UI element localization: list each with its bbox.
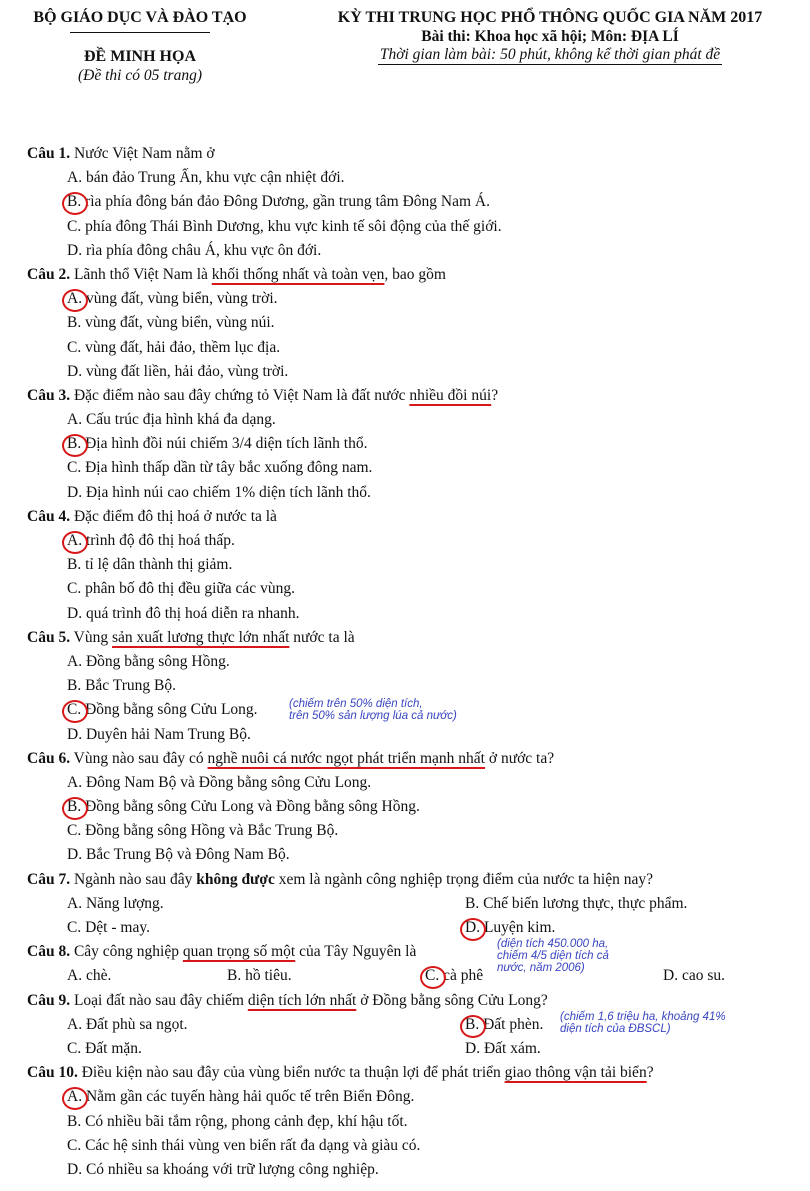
option <box>67 1137 420 1154</box>
option-letter: D. <box>67 846 83 864</box>
question-highlight: khối thống nhất và toàn vẹn <box>211 265 385 283</box>
question-text <box>27 626 797 650</box>
option-text: Địa hình núi cao chiếm 1% diện tích lãnh thổ. <box>82 483 371 501</box>
question-highlight: nhiều đồi núi <box>409 386 492 404</box>
option-letter: A. <box>67 1085 82 1109</box>
option-line <box>27 819 797 843</box>
option-text: Đồng bằng sông Hồng và Bắc Trung Bộ. <box>81 822 339 840</box>
question-text <box>27 868 797 892</box>
option <box>67 484 371 501</box>
option-letter: C. <box>67 580 82 598</box>
option-text: Đất xám. <box>480 1039 541 1057</box>
question-highlight: diện tích lớn nhất <box>247 991 357 1009</box>
option-letter: A. <box>67 287 82 311</box>
exam-subject: Bài thi: Khoa học xã hội; Môn: ĐỊA LÍ <box>421 28 679 45</box>
option-letter: A. <box>67 411 83 429</box>
option-text: rìa phía đông châu Á, khu vực ôn đới. <box>82 241 322 259</box>
option-text: cao su. <box>678 967 725 985</box>
option-text: Các hệ sinh thái vùng ven biển rất đa dạng và giàu có. <box>81 1136 421 1154</box>
option-text: Địa hình thấp dần từ tây bắc xuống đông nam. <box>81 459 373 477</box>
header-left <box>0 8 280 85</box>
option-text: Có nhiều bãi tắm rộng, phong cảnh đẹp, khí hậu tốt. <box>81 1112 408 1130</box>
question <box>27 626 797 747</box>
option-line <box>27 408 797 432</box>
option-letter: B. <box>465 894 480 912</box>
answer-option <box>67 701 258 718</box>
option-row <box>27 964 797 988</box>
option-letter: B. <box>67 314 82 332</box>
option-line <box>27 529 797 553</box>
question <box>27 505 797 626</box>
option-row <box>27 892 797 916</box>
options-block <box>27 771 797 868</box>
option-text: vùng đất, hải đảo, thềm lục địa. <box>81 338 281 356</box>
question <box>27 940 797 988</box>
option-row <box>27 1037 797 1061</box>
note-line: (chiếm trên 50% diện tích, <box>289 697 423 710</box>
option <box>67 556 232 573</box>
question-stem-end: xem là ngành công nghiệp trọng điểm của nước ta hiện nay? <box>274 870 653 888</box>
option <box>67 459 372 476</box>
option-letter: B. <box>67 795 81 819</box>
question-highlight: giao thông vận tải biển <box>504 1064 647 1082</box>
option-text: vùng đất, vùng biển, vùng núi. <box>81 314 275 332</box>
note-line: (diện tích 450.000 ha, <box>497 938 609 951</box>
question-label: Câu 2. <box>27 265 71 283</box>
question <box>27 142 797 263</box>
option <box>67 605 299 622</box>
page-count: (Đề thi có 05 trang) <box>78 67 202 84</box>
option-text: Đồng bằng sông Cửu Long và Đồng bằng sông Hồng. <box>81 798 420 816</box>
answer-option <box>67 1088 414 1105</box>
option-row <box>27 916 797 940</box>
option-letter: A. <box>67 773 83 791</box>
option-text: Đất phù sa ngọt. <box>82 1015 188 1033</box>
option-letter: B. <box>67 677 82 695</box>
question-label: Câu 10. <box>27 1064 78 1082</box>
options-block <box>27 892 797 940</box>
option-text: trình độ đô thị hoá thấp. <box>82 532 235 549</box>
option <box>67 218 502 235</box>
option-text: tỉ lệ dân thành thị giảm. <box>81 556 233 574</box>
option <box>67 363 288 380</box>
option-line <box>27 311 797 335</box>
option <box>67 242 321 259</box>
option-line <box>27 1110 797 1134</box>
question-stem: Lãnh thổ Việt Nam là <box>70 265 212 283</box>
note-line: trên 50% sản lượng lúa cả nước) <box>289 709 457 722</box>
option <box>67 339 280 356</box>
question-label: Câu 7. <box>27 870 71 888</box>
option-letter: B. <box>67 1112 82 1130</box>
option-text: cà phê <box>439 967 484 985</box>
option-letter: C. <box>425 964 439 988</box>
question-stem: Đặc điểm nào sau đây chứng tỏ Việt Nam là đất nước <box>70 386 410 404</box>
question-label: Câu 1. <box>27 145 71 162</box>
option-text: Bắc Trung Bộ. <box>81 677 176 695</box>
option <box>67 314 275 331</box>
option-letter: A. <box>67 652 83 670</box>
option <box>67 774 371 791</box>
option-line <box>27 843 797 867</box>
option-text: Địa hình đồi núi chiếm 3/4 diện tích lãnh thổ. <box>81 435 368 453</box>
option-line <box>27 190 797 214</box>
question-stem: Đặc điểm đô thị hoá ở nước ta là <box>70 507 277 525</box>
question-label: Câu 8. <box>27 943 71 961</box>
options-block <box>27 408 797 505</box>
question-highlight: sản xuất lương thực lớn nhất <box>112 628 290 646</box>
option-line <box>27 723 797 747</box>
option-line <box>27 795 797 819</box>
option-line <box>27 674 797 698</box>
option-text: vùng đất liền, hải đảo, vùng trời. <box>82 362 289 380</box>
option-letter: D. <box>67 725 83 743</box>
option-letter: A. <box>67 529 82 553</box>
option-line <box>27 456 797 480</box>
option-text: Dệt - may. <box>81 919 150 936</box>
option-letter: C. <box>67 1039 82 1057</box>
option-letter: D. <box>67 1160 83 1178</box>
option-text: chè. <box>82 967 112 985</box>
option-letter: C. <box>67 919 82 936</box>
option <box>67 846 290 863</box>
question-stem-end: nước ta là <box>289 628 355 646</box>
option-letter: A. <box>67 1015 83 1033</box>
options-block <box>27 166 797 263</box>
option <box>67 916 150 940</box>
answer-option <box>67 435 368 452</box>
question-text <box>27 747 797 771</box>
question <box>27 384 797 505</box>
option-text: Đồng bằng sông Cửu Long. <box>81 701 258 719</box>
option-text: Luyện kim. <box>480 919 556 936</box>
margin-note <box>560 1011 726 1035</box>
answer-option <box>465 1013 543 1037</box>
header-right <box>290 8 810 65</box>
option-text: Cấu trúc địa hình khá đa dạng. <box>82 411 276 429</box>
option-letter: A. <box>67 967 83 985</box>
note-line: diện tích của ĐBSCL) <box>560 1022 671 1035</box>
question-highlight: quan trọng số một <box>182 943 296 961</box>
option <box>67 580 295 597</box>
option <box>67 1037 142 1061</box>
question-stem-end: ở Đồng bằng sông Cửu Long? <box>356 991 548 1009</box>
question-stem: Vùng <box>70 628 112 646</box>
option-line <box>27 432 797 456</box>
question <box>27 747 797 868</box>
options-block <box>27 1085 797 1182</box>
option-line <box>27 1085 797 1109</box>
question-label: Câu 3. <box>27 386 71 404</box>
option-text: Đất mặn. <box>81 1039 142 1057</box>
option-text: Đông Nam Bộ và Đồng bằng sông Cửu Long. <box>82 773 372 791</box>
option-letter: C. <box>67 459 82 477</box>
option-letter: B. <box>67 190 81 214</box>
option-text: Chế biến lương thực, thực phẩm. <box>479 894 688 912</box>
question-stem: Điều kiện nào sau đây của vùng biển nước ta thuận lợi để phát triển <box>77 1064 505 1082</box>
options-block <box>27 1010 797 1061</box>
option-line <box>27 553 797 577</box>
question <box>27 263 797 384</box>
option-line <box>27 481 797 505</box>
option-letter: D. <box>67 362 83 380</box>
options-block <box>27 529 797 626</box>
option-line <box>27 771 797 795</box>
option-letter: B. <box>67 556 82 574</box>
question <box>27 989 797 1062</box>
option <box>67 677 176 694</box>
question <box>27 1061 797 1182</box>
ministry-name: BỘ GIÁO DỤC VÀ ĐÀO TẠO <box>33 9 247 26</box>
question-stem-end: , bao gồm <box>384 265 446 283</box>
answer-option <box>67 290 278 307</box>
option <box>67 822 338 839</box>
option-letter: D. <box>663 967 679 985</box>
answer-option <box>67 798 420 815</box>
option-text: Đồng bằng sông Hồng. <box>82 652 230 670</box>
answer-option <box>425 964 483 988</box>
option-line <box>27 166 797 190</box>
option-text: phía đông Thái Bình Dương, khu vực kinh tế sôi động của thế giới. <box>81 217 502 235</box>
option-line <box>27 602 797 626</box>
question-stem: Cây công nghiệp <box>70 943 183 961</box>
question-text <box>27 263 797 287</box>
option-letter: B. <box>227 967 242 985</box>
exam-type: ĐỀ MINH HỌA <box>84 48 196 65</box>
option <box>67 1161 379 1178</box>
option-text: quá trình đô thị hoá diễn ra nhanh. <box>82 604 300 622</box>
option-letter: A. <box>67 169 83 187</box>
option-text: phân bố đô thị đều giữa các vùng. <box>81 580 295 598</box>
option-line <box>27 287 797 311</box>
question-stem: Vùng nào sau đây có <box>70 749 208 767</box>
option-letter: D. <box>67 604 83 622</box>
option <box>663 964 725 988</box>
answer-option <box>465 916 555 940</box>
question-stem-end: ở nước ta? <box>485 749 555 767</box>
question-list <box>27 142 797 1182</box>
answer-option <box>67 532 235 549</box>
option <box>67 892 164 916</box>
options-block <box>27 287 797 384</box>
option-line <box>27 360 797 384</box>
option <box>67 411 276 428</box>
question-highlight: nghề nuôi cá nước ngọt phát triển mạnh nhất <box>207 749 485 767</box>
question-stem-end: ? <box>646 1064 654 1082</box>
note-line: (chiếm 1,6 triệu ha, khoảng 41% <box>560 1010 726 1023</box>
question-label: Câu 9. <box>27 991 71 1009</box>
option-letter: C. <box>67 698 81 722</box>
option-letter: D. <box>465 916 480 940</box>
option <box>67 726 251 743</box>
option <box>67 1013 188 1037</box>
option-line <box>27 215 797 239</box>
question-text <box>27 142 797 166</box>
option-text: hồ tiêu. <box>241 967 292 985</box>
exam-title: KỲ THI TRUNG HỌC PHỔ THÔNG QUỐC GIA NĂM 2017 <box>337 9 763 26</box>
question-text <box>27 940 797 964</box>
option-line <box>27 577 797 601</box>
option <box>67 1113 408 1130</box>
note-line: chiếm 4/5 diện tích cả <box>497 950 609 963</box>
question-label: Câu 5. <box>27 628 71 646</box>
option <box>67 169 345 186</box>
option-text: Nằm gần các tuyến hàng hải quốc tế trên Biển Đông. <box>82 1088 415 1106</box>
option-line <box>27 336 797 360</box>
option-text: Đất phèn. <box>479 1015 544 1033</box>
option-letter: D. <box>67 241 83 259</box>
option-text: rìa phía đông bán đảo Đông Dương, gần trung tâm Đông Nam Á. <box>81 193 490 211</box>
option-text: vùng đất, vùng biển, vùng trời. <box>82 290 278 308</box>
question-text <box>27 505 797 529</box>
option <box>465 1037 541 1061</box>
margin-note <box>497 938 609 974</box>
question-stem: Loại đất nào sau đây chiếm <box>70 991 248 1009</box>
option-line <box>27 1134 797 1158</box>
question-stem: Ngành nào sau đây <box>70 870 197 888</box>
option-text: Bắc Trung Bộ và Đông Nam Bộ. <box>82 846 290 864</box>
option-letter: A. <box>67 894 83 912</box>
option <box>67 964 111 988</box>
option-line <box>27 650 797 674</box>
option <box>227 964 292 988</box>
answer-option <box>67 193 490 210</box>
question-text <box>27 989 797 1013</box>
note-line: nước, năm 2006) <box>497 962 585 975</box>
option-line <box>27 1158 797 1182</box>
question-stem-end: ? <box>491 386 499 404</box>
question-text <box>27 384 797 408</box>
margin-note <box>289 698 457 722</box>
question-stem-end: của Tây Nguyên là <box>295 943 417 961</box>
option <box>67 653 230 670</box>
exam-time: Thời gian làm bài: 50 phút, không kể thời gian phát đề <box>379 46 721 63</box>
question-label: Câu 6. <box>27 749 71 767</box>
option-letter: C. <box>67 1136 82 1154</box>
option-letter: B. <box>67 432 81 456</box>
option-text: bán đảo Trung Ấn, khu vực cận nhiệt đới. <box>82 169 345 187</box>
option-text: Duyên hải Nam Trung Bộ. <box>82 725 251 743</box>
option-letter: D. <box>465 1039 481 1057</box>
option-line <box>27 239 797 263</box>
option-text: Có nhiều sa khoáng với trữ lượng công nghiệp. <box>82 1160 379 1178</box>
question-text <box>27 1061 797 1085</box>
options-block <box>27 650 797 747</box>
option-letter: B. <box>465 1013 479 1037</box>
question-emphasis: không được <box>196 870 275 888</box>
question-label: Câu 4. <box>27 507 71 525</box>
option-text: Năng lượng. <box>82 894 164 912</box>
option-letter: D. <box>67 483 83 501</box>
option-letter: C. <box>67 338 82 356</box>
option-letter: C. <box>67 822 82 840</box>
ministry-rule <box>70 32 210 33</box>
option-letter: C. <box>67 217 82 235</box>
question-stem: Nước Việt Nam nằm ở <box>70 145 215 162</box>
option <box>465 892 687 916</box>
question <box>27 868 797 941</box>
